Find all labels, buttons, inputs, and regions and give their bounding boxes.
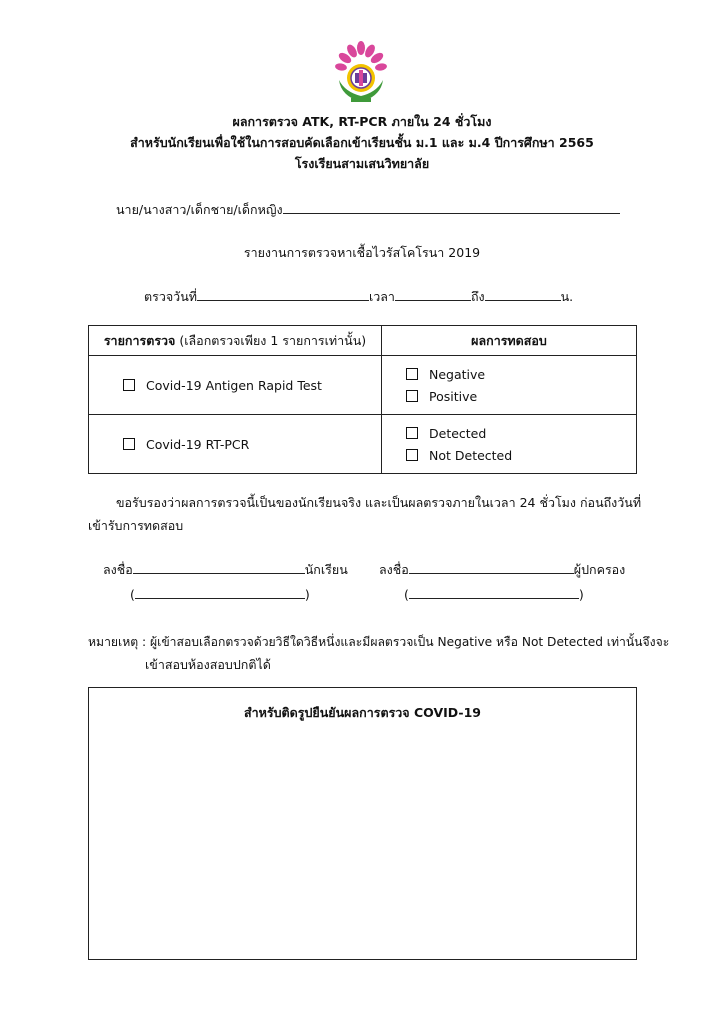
positive-checkbox[interactable]: [406, 390, 418, 402]
test-date-label: ตรวจวันที่: [144, 289, 197, 304]
sign-label: ลงชื่อ: [379, 562, 409, 577]
certify-line-1: ขอรับรองว่าผลการตรวจนี้เป็นของนักเรียนจริง และเป็นผลตรวจภายในเวลา 24 ชั่วโมง ก่อนถึงวันที่: [116, 495, 642, 510]
test-cell: [89, 356, 382, 415]
parent-printed-name-row: [404, 585, 584, 602]
student-signature-field[interactable]: [133, 560, 305, 574]
note-line-2: เข้าสอบห้องสอบปกติได้: [145, 657, 271, 672]
col-test-header: [89, 326, 382, 356]
report-title: รายงานการตรวจหาเชื้อไวรัสโคโรนา 2019: [243, 245, 481, 260]
table-row: [89, 356, 637, 415]
test-cell: [89, 415, 382, 474]
result-option: Positive: [429, 388, 478, 404]
col-result-header: ผลการทดสอบ: [382, 326, 637, 356]
header-subtitle: สำหรับนักเรียนเพื่อใช้ในการสอบคัดเลือกเข้าเรียนชั้น ม.1 และ ม.4 ปีการศึกษา 2565: [130, 135, 594, 150]
table-row: [89, 415, 637, 474]
rt-pcr-checkbox[interactable]: [123, 438, 135, 450]
school-name: โรงเรียนสามเสนวิทยาลัย: [294, 156, 430, 171]
parent-signature-row: [379, 560, 625, 580]
time-label: เวลา: [368, 289, 395, 304]
name-row: [116, 200, 620, 220]
parent-role-label: ผู้ปกครอง: [573, 562, 626, 577]
school-logo: [333, 40, 389, 106]
result-option: Detected: [429, 425, 487, 441]
not-detected-checkbox[interactable]: [406, 449, 418, 461]
col-test-note: (เลือกตรวจเพียง 1 รายการเท่านั้น): [179, 332, 367, 348]
table-header-row: [89, 326, 637, 356]
to-label: ถึง: [470, 289, 485, 304]
result-cell: [382, 356, 637, 415]
header-title: ผลการตรวจ ATK, RT-PCR ภายใน 24 ชั่วโมง: [232, 114, 492, 129]
student-role-label: นักเรียน: [304, 562, 348, 577]
result-option: Negative: [429, 366, 486, 382]
test-name: Covid-19 Antigen Rapid Test: [146, 377, 322, 393]
student-printed-name-field[interactable]: [135, 585, 305, 599]
time-from-field[interactable]: [395, 287, 471, 301]
photo-attachment-box: [88, 687, 637, 960]
result-cell: [382, 415, 637, 474]
paren-close: ): [578, 587, 584, 602]
student-signature-row: [103, 560, 348, 580]
time-suffix: น.: [560, 289, 574, 304]
name-field[interactable]: [283, 200, 620, 214]
parent-signature-field[interactable]: [409, 560, 574, 574]
parent-printed-name-field[interactable]: [409, 585, 579, 599]
certify-line-2: เข้ารับการทดสอบ: [88, 518, 184, 533]
note-line-1: หมายเหตุ : ผู้เข้าสอบเลือกตรวจด้วยวิธีใดวิธีหนึ่งและมีผลตรวจเป็น Negative หรือ Not Detected เท่านั้นจึงจะ: [88, 635, 670, 649]
paren-open: (: [130, 587, 135, 602]
col-test-title: รายการตรวจ: [103, 332, 176, 348]
test-date-field[interactable]: [197, 287, 369, 301]
paren-open: (: [404, 587, 409, 602]
detected-checkbox[interactable]: [406, 427, 418, 439]
photo-box-title: สำหรับติดรูปยืนยันผลการตรวจ COVID-19: [244, 705, 481, 720]
school-emblem-icon: [333, 40, 389, 106]
sign-label: ลงชื่อ: [103, 562, 133, 577]
test-name: Covid-19 RT-PCR: [146, 436, 250, 452]
name-label: นาย/นางสาว/เด็กชาย/เด็กหญิง: [116, 202, 283, 217]
student-printed-name-row: [130, 585, 310, 602]
test-results-table: [88, 325, 637, 474]
paren-close: ): [304, 587, 310, 602]
time-to-field[interactable]: [485, 287, 561, 301]
test-date-row: [144, 287, 573, 307]
antigen-checkbox[interactable]: [123, 379, 135, 391]
result-option: Not Detected: [429, 447, 513, 463]
negative-checkbox[interactable]: [406, 368, 418, 380]
